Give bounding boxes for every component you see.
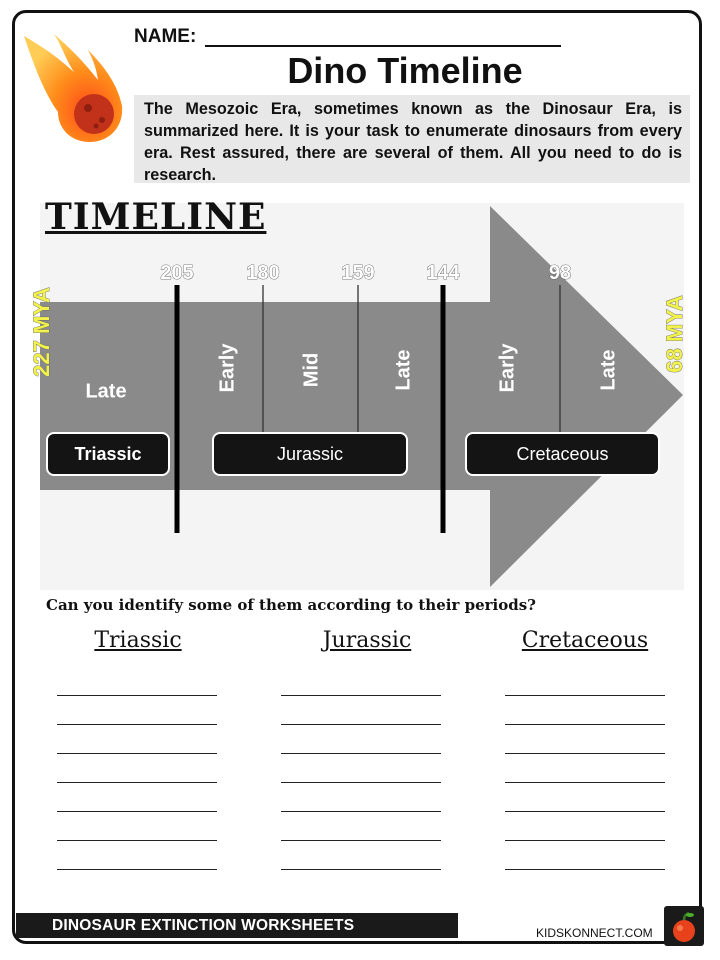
answer-line[interactable] <box>505 753 665 754</box>
timeline-tick-label: 159 <box>341 262 375 284</box>
answer-line[interactable] <box>505 724 665 725</box>
timeline-end-label: 68 MYA <box>661 295 687 373</box>
timeline-epoch-label: Early <box>216 343 239 393</box>
column-title-cretaceous: Cretaceous <box>521 628 649 653</box>
column-title-triassic: Triassic <box>94 628 182 653</box>
timeline-epoch-label: Late <box>597 349 620 391</box>
timeline-tick-label: 180 <box>246 262 280 284</box>
timeline-heading: TIMELINE <box>45 196 267 238</box>
answer-line[interactable] <box>281 782 441 783</box>
footer-title: DINOSAUR EXTINCTION WORKSHEETS <box>16 913 458 938</box>
answer-line[interactable] <box>505 811 665 812</box>
timeline-epoch-label: Late <box>85 380 127 403</box>
timeline-tick-label: 98 <box>548 262 572 284</box>
answer-line[interactable] <box>281 724 441 725</box>
answer-line[interactable] <box>57 695 217 696</box>
period-label: Triassic <box>74 443 142 464</box>
timeline-epoch-label: Mid <box>300 352 323 388</box>
answer-line[interactable] <box>57 840 217 841</box>
timeline-epoch-label: Early <box>496 343 519 393</box>
name-label: NAME: <box>134 26 197 47</box>
answer-line[interactable] <box>57 753 217 754</box>
answer-line[interactable] <box>281 753 441 754</box>
timeline-start-label: 227 MYA <box>28 287 54 377</box>
intro-text: The Mesozoic Era, sometimes known as the Dinosaur Era, is summarized here. It is your task to enumerate dinosaurs from every era. Rest assured, there are several of them. All you need to do is research. <box>134 95 690 183</box>
answer-line[interactable] <box>281 869 441 870</box>
timeline-tick-label: 205 <box>160 262 194 284</box>
answer-line[interactable] <box>281 695 441 696</box>
timeline-tick-label: 144 <box>426 262 460 284</box>
answer-line[interactable] <box>505 782 665 783</box>
answer-line[interactable] <box>505 869 665 870</box>
answer-line[interactable] <box>505 840 665 841</box>
answer-line[interactable] <box>281 811 441 812</box>
period-label: Cretaceous <box>516 443 609 464</box>
answer-line[interactable] <box>57 811 217 812</box>
answer-line[interactable] <box>505 695 665 696</box>
answer-line[interactable] <box>57 782 217 783</box>
period-label: Jurassic <box>276 443 344 464</box>
page-title: Dino Timeline <box>287 50 523 91</box>
timeline-epoch-label: Late <box>392 349 415 391</box>
worksheet-question: Can you identify some of them according to their periods? <box>46 596 536 614</box>
apple-logo-icon <box>664 906 704 946</box>
answer-line[interactable] <box>281 840 441 841</box>
answer-line[interactable] <box>57 724 217 725</box>
footer-site: KIDSKONNECT.COM <box>536 926 653 940</box>
column-title-jurassic: Jurassic <box>322 628 412 653</box>
answer-line[interactable] <box>57 869 217 870</box>
